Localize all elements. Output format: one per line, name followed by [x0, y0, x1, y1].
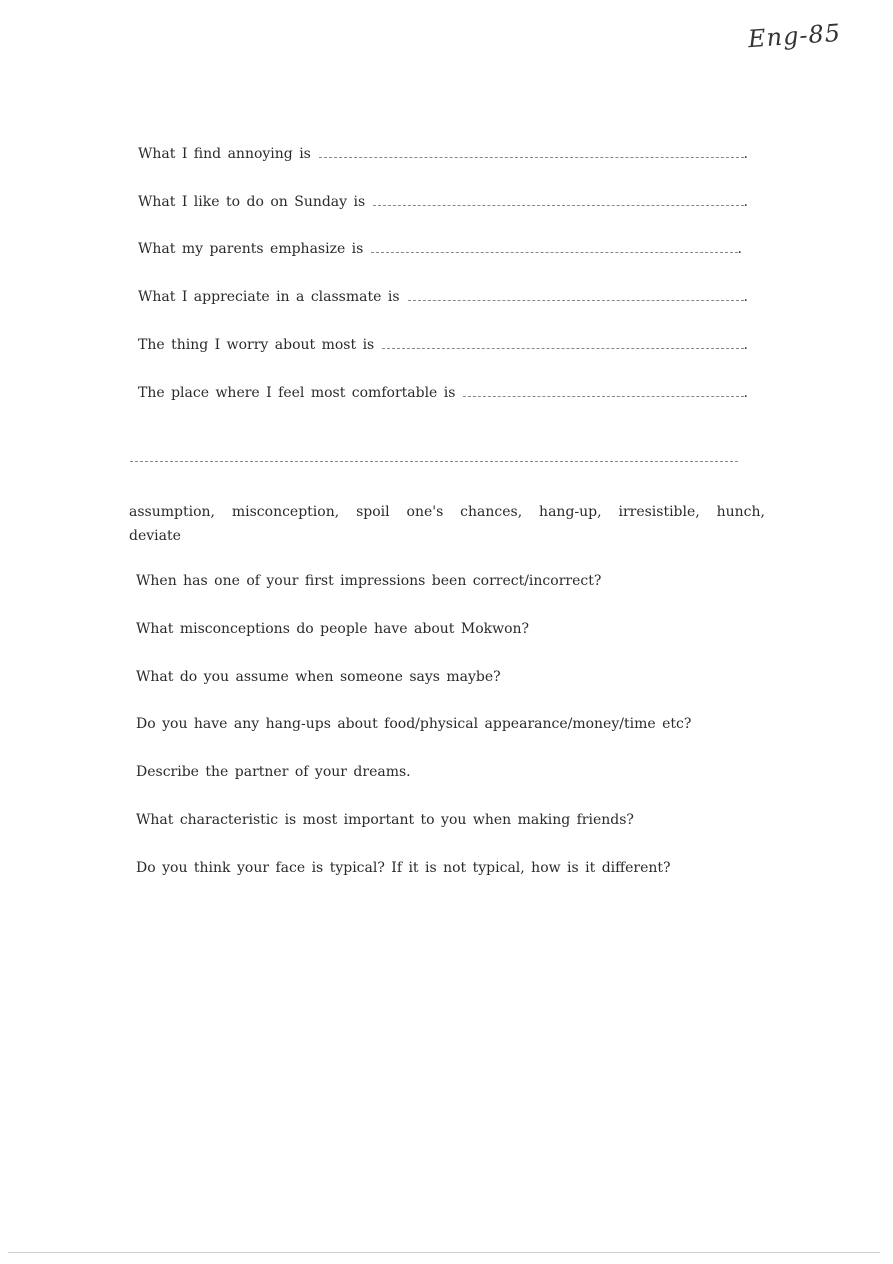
prompt-label: What my parents emphasize is: [138, 241, 364, 257]
prompt-period: .: [743, 146, 748, 162]
answer-blank[interactable]: [408, 300, 744, 301]
answer-blank[interactable]: [382, 348, 743, 349]
prompt-label: What I find annoying is: [138, 146, 311, 162]
handwritten-annotation: Eng-85: [747, 18, 842, 54]
prompt-period: .: [743, 385, 748, 401]
sentence-prompt-3: [138, 235, 742, 257]
prompt-period: .: [743, 194, 748, 210]
prompt-label: What I appreciate in a classmate is: [138, 289, 400, 305]
sentence-prompt-5: [138, 331, 748, 353]
discussion-question-5: Describe the partner of your dreams.: [136, 764, 411, 780]
discussion-question-3: What do you assume when someone says maybe?: [136, 669, 501, 685]
section-divider: [130, 461, 738, 462]
answer-blank[interactable]: [373, 205, 743, 206]
prompt-label: What I like to do on Sunday is: [138, 194, 366, 210]
discussion-question-2: What misconceptions do people have about Mokwon?: [136, 621, 530, 637]
prompt-label: The thing I worry about most is: [138, 337, 375, 353]
discussion-question-6: What characteristic is most important to you when making friends?: [136, 812, 634, 828]
page-bottom-edge: [8, 1252, 880, 1253]
discussion-question-1: When has one of your first impressions been correct/incorrect?: [136, 573, 602, 589]
sentence-prompt-6: [138, 379, 748, 401]
prompt-label: The place where I feel most comfortable is: [138, 385, 456, 401]
answer-blank[interactable]: [463, 396, 743, 397]
answer-blank[interactable]: [319, 157, 744, 158]
discussion-question-7: Do you think your face is typical? If it is not typical, how is it different?: [136, 860, 671, 876]
discussion-question-4: Do you have any hang-ups about food/physical appearance/money/time etc?: [136, 716, 692, 732]
answer-blank[interactable]: [371, 252, 737, 253]
prompt-period: .: [743, 289, 748, 305]
prompt-period: .: [737, 241, 742, 257]
sentence-prompt-4: [138, 283, 748, 305]
prompt-period: .: [743, 337, 748, 353]
vocabulary-list: assumption, misconception, spoil one's chances, hang-up, irresistible, hunch, deviate: [129, 504, 765, 544]
sentence-prompt-2: [138, 188, 748, 210]
sentence-prompt-1: [138, 140, 748, 162]
